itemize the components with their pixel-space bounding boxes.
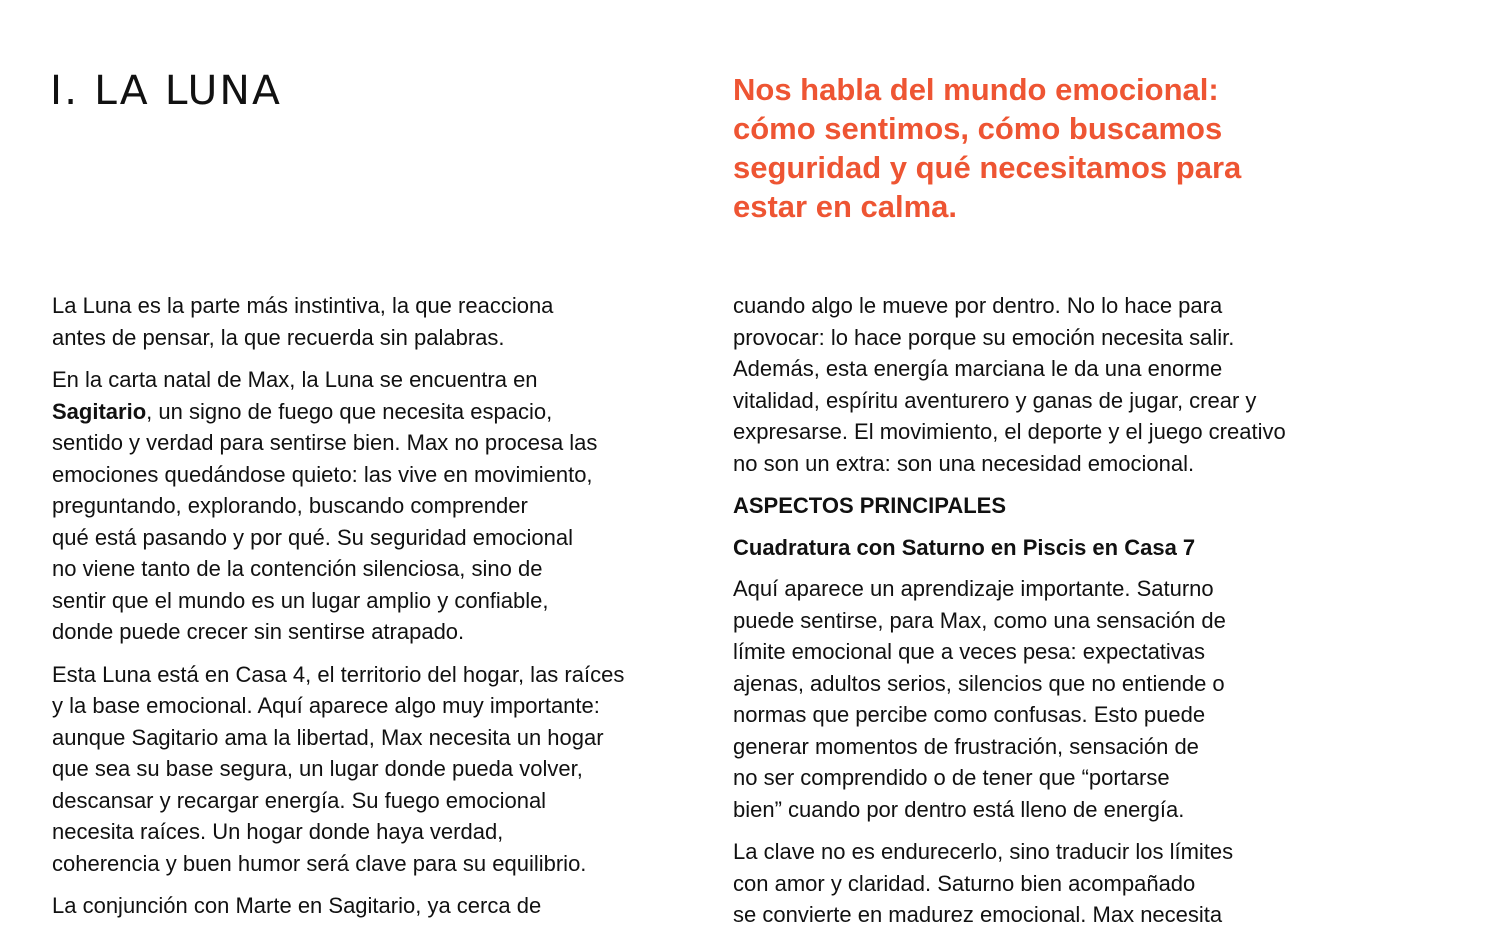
sign-sagitario: Sagitario bbox=[52, 398, 147, 424]
subheading-cuadratura-saturno: Cuadratura con Saturno en Piscis en Casa 7 bbox=[733, 534, 1196, 560]
paragraph-marte: La conjunción con Marte en Sagitario, ya cerca de bbox=[52, 893, 542, 918]
right-column bbox=[733, 290, 1373, 942]
paragraph-casa-4: Esta Luna está en Casa 4, el territorio del hogar, las raíces y la base emocional. Aquí aparece algo muy importante: aunque Sagitario ama la libertad, Max necesita un hogar que sea su base segura, un lugar donde pueda volver, descansar y recargar energía. Su fuego emocional necesita raíces. Un hogar donde haya verdad, coherencia y buen humor será clave para su equilibrio. bbox=[52, 661, 625, 876]
section-heading-aspectos: ASPECTOS PRINCIPALES bbox=[733, 493, 1007, 518]
paragraph-saturno: Aquí aparece un aprendizaje importante. Saturno puede sentirse, para Max, como una sensación de límite emocional que a veces pesa: expectativas ajenas, adultos serios, silencios que no entiende o normas que percibe como confusas. Esto puede generar momentos de frustración, sensación de no ser comprendido o de tener que “portarse bien” cuando por dentro está lleno de energía. bbox=[733, 576, 1226, 822]
page-title: I. LA LUNA bbox=[50, 68, 282, 114]
paragraph-marte-continued: cuando algo le mueve por dentro. No lo hace para provocar: lo hace porque su emoción necesita salir. Además, esta energía marciana le da una enorme vitalidad, espíritu aventurero y ganas de jugar, crear y expresarse. El movimiento, el deporte y el juego creativo no son un extra: son una necesidad emocional. bbox=[733, 293, 1286, 476]
paragraph-sagitario-start: En la carta natal de Max, la Luna se encuentra en bbox=[52, 367, 538, 392]
paragraph-clave: La clave no es endurecerlo, sino traducir los límites con amor y claridad. Saturno bien acompañado se convierte en madurez emocional. Max necesita bbox=[733, 839, 1234, 927]
left-column bbox=[52, 290, 692, 933]
paragraph-sagitario-rest: , un signo de fuego que necesita espacio, sentido y verdad para sentirse bien. Max no procesa las emociones quedándose quieto: las vive en movimiento, preguntando, explorando, buscando comprender qué está pasando y por qué. Su seguridad emocional no viene tanto de la contención silenciosa, sino de sentir que el mundo es un lugar amplio y confiable, donde puede crecer sin sentirse atrapado. bbox=[52, 398, 598, 644]
lead-quote: Nos habla del mundo emocional: cómo sentimos, cómo buscamos seguridad y qué necesitamos para estar en calma. bbox=[733, 72, 1242, 224]
paragraph-intro: La Luna es la parte más instintiva, la que reacciona antes de pensar, la que recuerda sin palabras. bbox=[52, 293, 554, 350]
paragraph-sagitario bbox=[52, 364, 692, 648]
